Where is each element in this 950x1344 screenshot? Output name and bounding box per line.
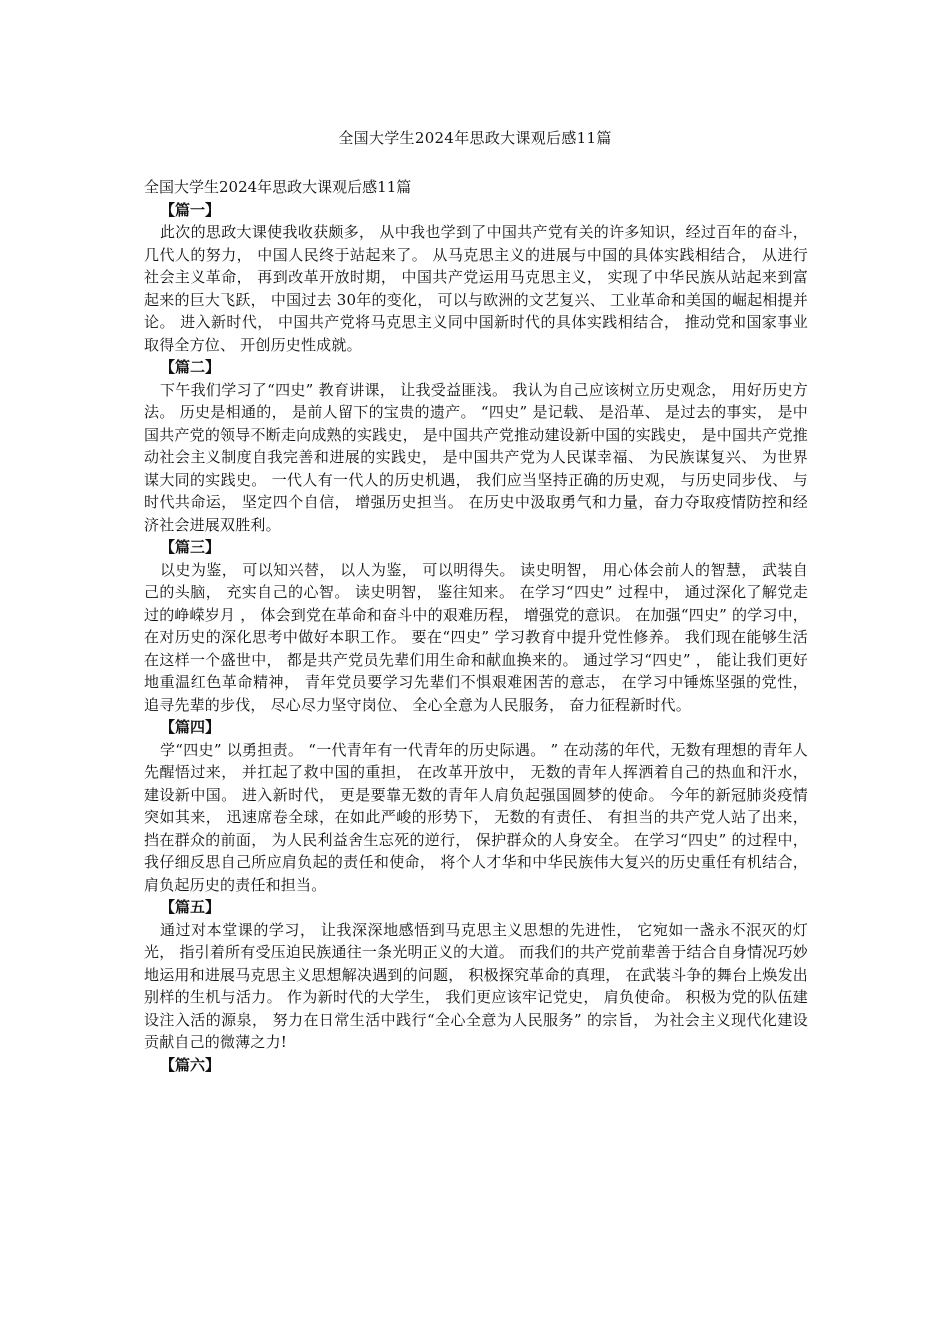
section-paragraph: 此次的思政大课使我收获颇多， 从中我也学到了中国共产党有关的许多知识，经过百年的奋斗， 几代人的努力， 中国人民终于站起来了。 从马克思主义的进展与中国的具体实践相结合， 从进行社会主义革命， 再到改革开放时期， 中国共产党运用马克思主义， 实现了中华民族从站起来到富起来的巨大飞跃， 中国过去 30年的变化， 可以与欧洲的文艺复兴、 工业革命和美国的崛起相提并论。 进入新时代， 中国共产党将马克思主义同中国新时代的具体实践相结合， 推动党和国家事业取得全方位、 开创历史性成就。 xyxy=(144,223,808,354)
section-paragraph: 通过对本堂课的学习， 让我深深地感悟到马克思主义思想的先进性， 它宛如一盏永不泯灭的灯光， 指引着所有受压迫民族通往一条光明正义的大道。 而我们的共产党前辈善于结合自身情况巧妙地运用和进展马克思主义思想解决遇到的问题， 积极探究革命的真理， 在武装斗争的舞台上焕发出别样的生机与活力。 作为新时代的大学生， 我们更应该牢记党史， 肩负使命。 积极为党的队伍建设注入活的源泉， 努力在日常生活中践行“全心全意为人民服务” 的宗旨， 为社会主义现代化建设贡献自己的微薄之力! xyxy=(144,920,808,1051)
section-label: 【篇一】 xyxy=(160,200,221,219)
section-label: 【篇二】 xyxy=(160,358,221,376)
section-label: 【篇六】 xyxy=(160,1055,221,1074)
section-paragraph: 学“四史” 以勇担责。 “一代青年有一代青年的历史际遇。 ” 在动荡的年代，无数有理想的青年人先醒悟过来， 并扛起了救中国的重担， 在改革开放中， 无数的青年人挥洒着自己的热血和汗水， 建设新中国。 进入新时代， 更是要靠无数的青年人肩负起强国圆梦的使命。 今年的新冠肺炎疫情突如其来， 迅速席卷全球，在如此严峻的形势下， 无数的有责任、 有担当的共产党人站了出来， 挡在群众的前面， 为人民利益舍生忘死的逆行， 保护群众的人身安全。 在学习“四史” 的过程中， 我仔细反思自己所应肩负起的责任和使命， 将个人才华和中华民族伟大复兴的历史重任有机结合， 肩负起历史的责任和担当。 xyxy=(144,740,808,894)
page-title: 全国大学生2024年思政大课观后感11篇 xyxy=(338,129,612,147)
document-body xyxy=(144,176,808,1076)
document-heading: 全国大学生2024年思政大课观后感11篇 xyxy=(144,178,412,196)
section-label: 【篇五】 xyxy=(160,898,221,916)
section-paragraph: 以史为鉴， 可以知兴替， 以人为鉴， 可以明得失。 读史明智， 用心体会前人的智慧， 武装自己的头脑， 充实自己的心智。 读史明智， 鉴往知来。 在学习“四史” 过程中， 通过深化了解党走过的峥嵘岁月 ， 体会到党在革命和奋斗中的艰难历程， 增强党的意识。 在加强“四史” 的学习中， 在对历史的深化思考中做好本职工作。 要在“四史” 学习教育中提升党性修养。 我们现在能够生活在这样一个盛世中， 都是共产党员先辈们用生命和献血换来的。 通过学习“四史” ， 能让我们更好地重温红色革命精神， 青年党员要学习先辈们不惧艰难困苦的意志， 在学习中锤炼坚强的党性， 追寻先辈的步伐， 尽心尽力坚守岗位、 全心全意为人民服务， 奋力征程新时代。 xyxy=(144,560,808,714)
section-label: 【篇四】 xyxy=(160,718,221,736)
section-label: 【篇三】 xyxy=(160,538,221,556)
section-paragraph: 下午我们学习了“四史” 教育讲课， 让我受益匪浅。 我认为自己应该树立历史观念， 用好历史方法。 历史是相通的， 是前人留下的宝贵的遗产。 “四史” 是记载、 是沿革、 是过去的事实， 是中国共产党的领导不断走向成熟的实践史， 是中国共产党推动建设新中国的实践史， 是中国共产党推动社会主义制度自我完善和进展的实践史， 是中国共产党为人民谋幸福、 为民族谋复兴、 为世界谋大同的实践史。 一代人有一代人的历史机遇， 我们应当坚持正确的历史观， 与历史同步伐、 与时代共命运， 坚定四个自信， 增强历史担当。 在历史中汲取勇气和力量，奋力夺取疫情防控和经济社会进展双胜利。 xyxy=(144,380,808,534)
